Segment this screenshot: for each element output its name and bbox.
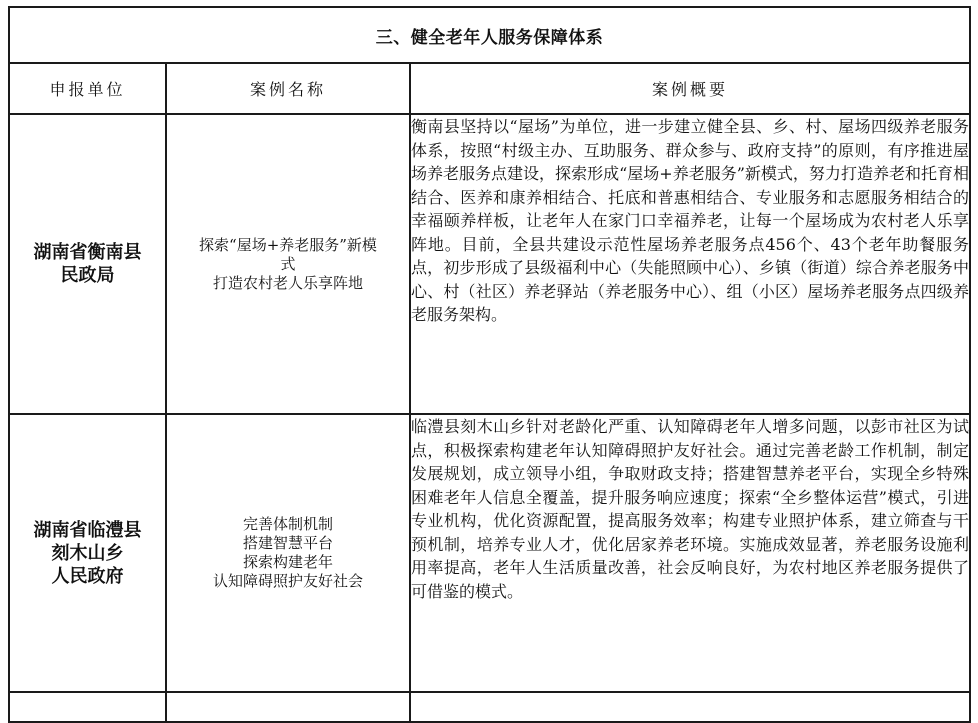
unit-line: 湖南省衡南县: [33, 242, 142, 263]
case-name-line: 认知障碍照护友好社会: [212, 572, 363, 590]
unit-line: 民政局: [60, 265, 115, 286]
case-name-line: 探索构建老年: [242, 553, 333, 571]
case-name-cell: [166, 414, 410, 692]
header-name: 案例名称: [166, 63, 410, 114]
case-name-line: 打造农村老人乐享阵地: [212, 273, 363, 292]
summary-cell: 临澧县刻木山乡针对老龄化严重、认知障碍老年人增多问题，以彭市社区为试点，积极探索构建老年认知障碍照护友好社会。通过完善老龄工作机制，制定发展规划，成立领导小组，争取财政支持；搭建智慧养老平台，实现全乡特殊困难老年人信息全覆盖，提升服务响应速度；探索“全乡整体运营”模式，引进专业机构，优化资源配置，提高服务效率；构建专业照护体系，建立筛查与干预机制，培养专业人才，优化居家养老环境。实施成效显著，养老服务设施利用率提高，老年人生活质量改善，社会反响良好，为农村地区养老服务提供了可借鉴的模式。: [410, 414, 970, 692]
table-row: [9, 114, 970, 414]
header-row: [9, 63, 970, 114]
unit-cell: [9, 114, 166, 414]
header-unit: 申报单位: [9, 63, 166, 114]
header-summary: 案例概要: [410, 63, 970, 114]
unit-line: 湖南省临澧县: [33, 519, 142, 541]
empty-cell: [410, 692, 970, 722]
case-table: [8, 6, 971, 723]
section-title-row: [9, 7, 970, 63]
case-name-line: 式: [280, 254, 296, 273]
empty-cell: [166, 692, 410, 722]
unit-line: 人民政府: [51, 565, 124, 587]
unit-line: 刻木山乡: [51, 542, 124, 564]
table-row: [9, 414, 970, 692]
section-title: 三、健全老年人服务保障体系: [9, 7, 970, 63]
summary-cell: 衡南县坚持以“屋场”为单位，进一步建立健全县、乡、村、屋场四级养老服务体系，按照“村级主办、互助服务、群众参与、政府支持”的原则，有序推进屋场养老服务点建设，探索形成“屋场+养老服务”新模式，努力打造养老和托育相结合、医养和康养相结合、托底和普惠相结合、专业服务和志愿服务相结合的幸福颐养样板，让老年人在家门口幸福养老，让每一个屋场成为农村老人乐享阵地。目前，全县共建设示范性屋场养老服务点456个、43个老年助餐服务点，初步形成了县级福利中心（失能照顾中心）、乡镇（街道）综合养老服务中心、村（社区）养老驿站（养老服务中心）、组（小区）屋场养老服务点四级养老服务架构。: [410, 114, 970, 414]
table-row-partial: [9, 692, 970, 722]
unit-cell: [9, 414, 166, 692]
case-name-line: 探索“屋场+养老服务”新模: [199, 235, 377, 254]
case-name-line: 完善体制机制: [242, 515, 333, 533]
empty-cell: [9, 692, 166, 722]
case-name-cell: [166, 114, 410, 414]
case-name-line: 搭建智慧平台: [242, 534, 333, 552]
